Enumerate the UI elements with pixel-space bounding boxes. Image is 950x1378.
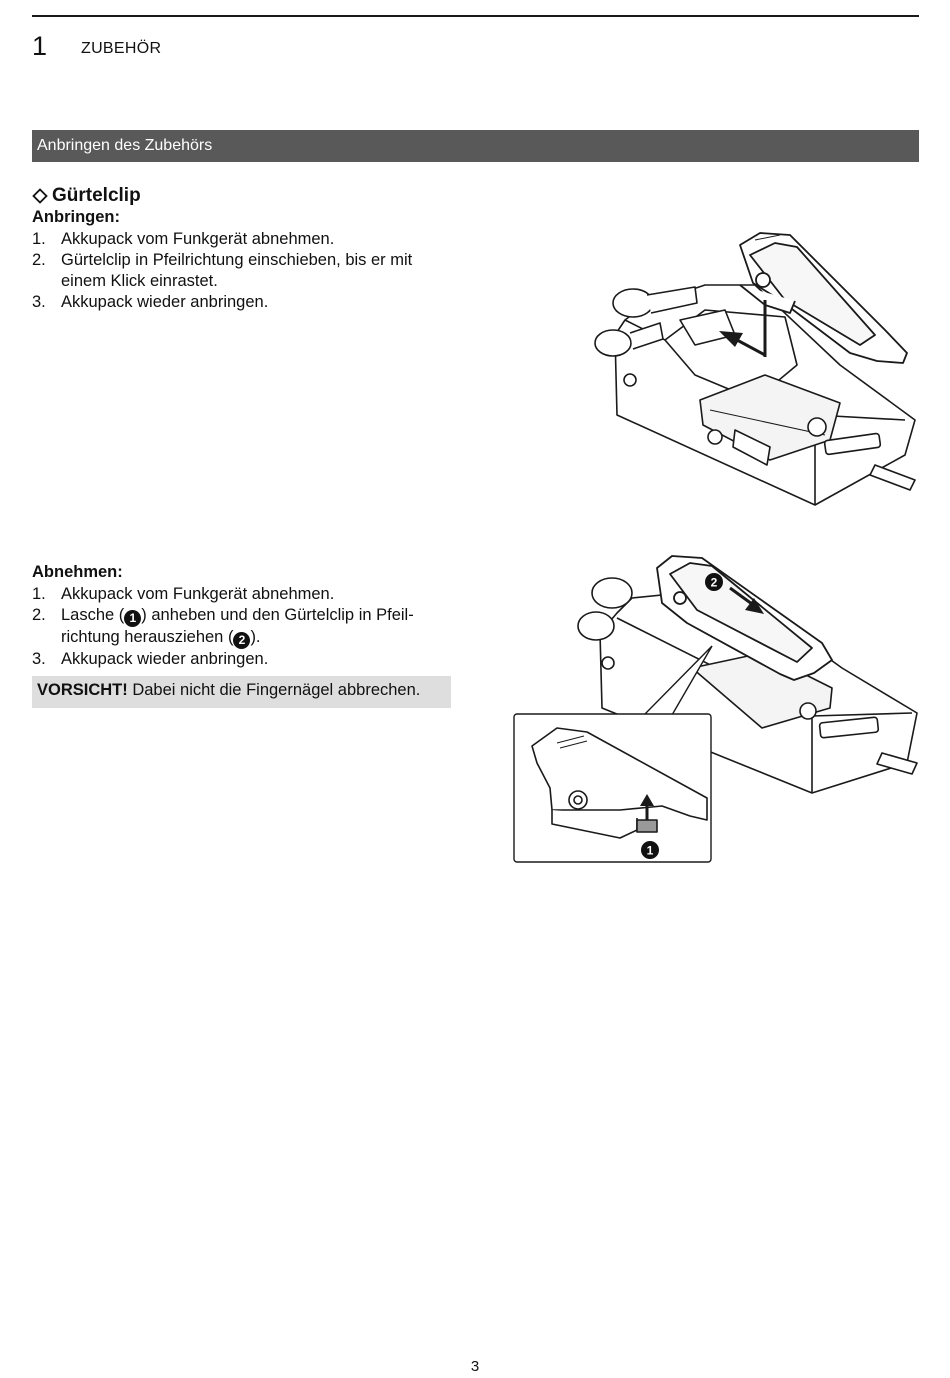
attach-label: Anbringen: [32, 208, 120, 226]
attach-belt-clip-illustration [585, 225, 925, 515]
section-title-bar [32, 130, 919, 162]
marker-2-label: 2 [710, 575, 718, 590]
page-number: 3 [470, 1358, 480, 1375]
list-item [32, 250, 452, 292]
top-rule [32, 15, 919, 17]
step-text: Akkupack vom Funkgerät abnehmen. [61, 585, 335, 603]
marker-2-badge: 2 [233, 632, 250, 649]
step-text: Gürtelclip in Pfeilrichtung einschieben, bis er mit einem Klick einrastet. [61, 251, 413, 290]
step-text: Akkupack vom Funkgerät abnehmen. [61, 230, 335, 248]
caution-box [32, 676, 451, 708]
list-item [32, 649, 452, 670]
chapter-title: ZUBEHÖR [81, 40, 162, 57]
caution-text: Dabei nicht die Fingernägel abbrechen. [127, 681, 421, 699]
detail-inset [514, 714, 711, 862]
step-number: 1. [32, 585, 46, 603]
chapter-number: 1 [32, 31, 48, 61]
step-number: 2. [32, 606, 46, 624]
section-title: Anbringen des Zubehörs [37, 137, 213, 154]
marker-1-badge: 1 [124, 610, 141, 627]
diamond-icon [32, 188, 48, 204]
step-text-a: Lasche ( [61, 606, 125, 624]
belt-clip-heading-text: Gürtelclip [52, 185, 141, 206]
attach-steps [32, 229, 452, 313]
step-text: Akkupack wieder anbringen. [61, 293, 269, 311]
list-item [32, 584, 452, 605]
belt-clip-heading [32, 185, 141, 207]
list-item [32, 292, 452, 313]
step-text: Akkupack wieder anbringen. [61, 650, 269, 668]
step-text-b: ) anheben und den Gürtelclip in Pfeil-richtung herausziehen ( [61, 606, 414, 646]
step-number: 1. [32, 230, 46, 248]
step-text-c: ). [250, 628, 261, 646]
marker-2-callout [705, 573, 723, 591]
remove-belt-clip-illustration [512, 548, 922, 866]
caution-label: VORSICHT! [37, 681, 128, 699]
step-number: 2. [32, 251, 46, 269]
step-number: 3. [32, 650, 46, 668]
step-number: 3. [32, 293, 46, 311]
list-item [32, 229, 452, 250]
remove-steps [32, 584, 452, 670]
remove-label: Abnehmen: [32, 563, 123, 581]
marker-1-label: 1 [646, 843, 654, 858]
list-item [32, 605, 452, 649]
